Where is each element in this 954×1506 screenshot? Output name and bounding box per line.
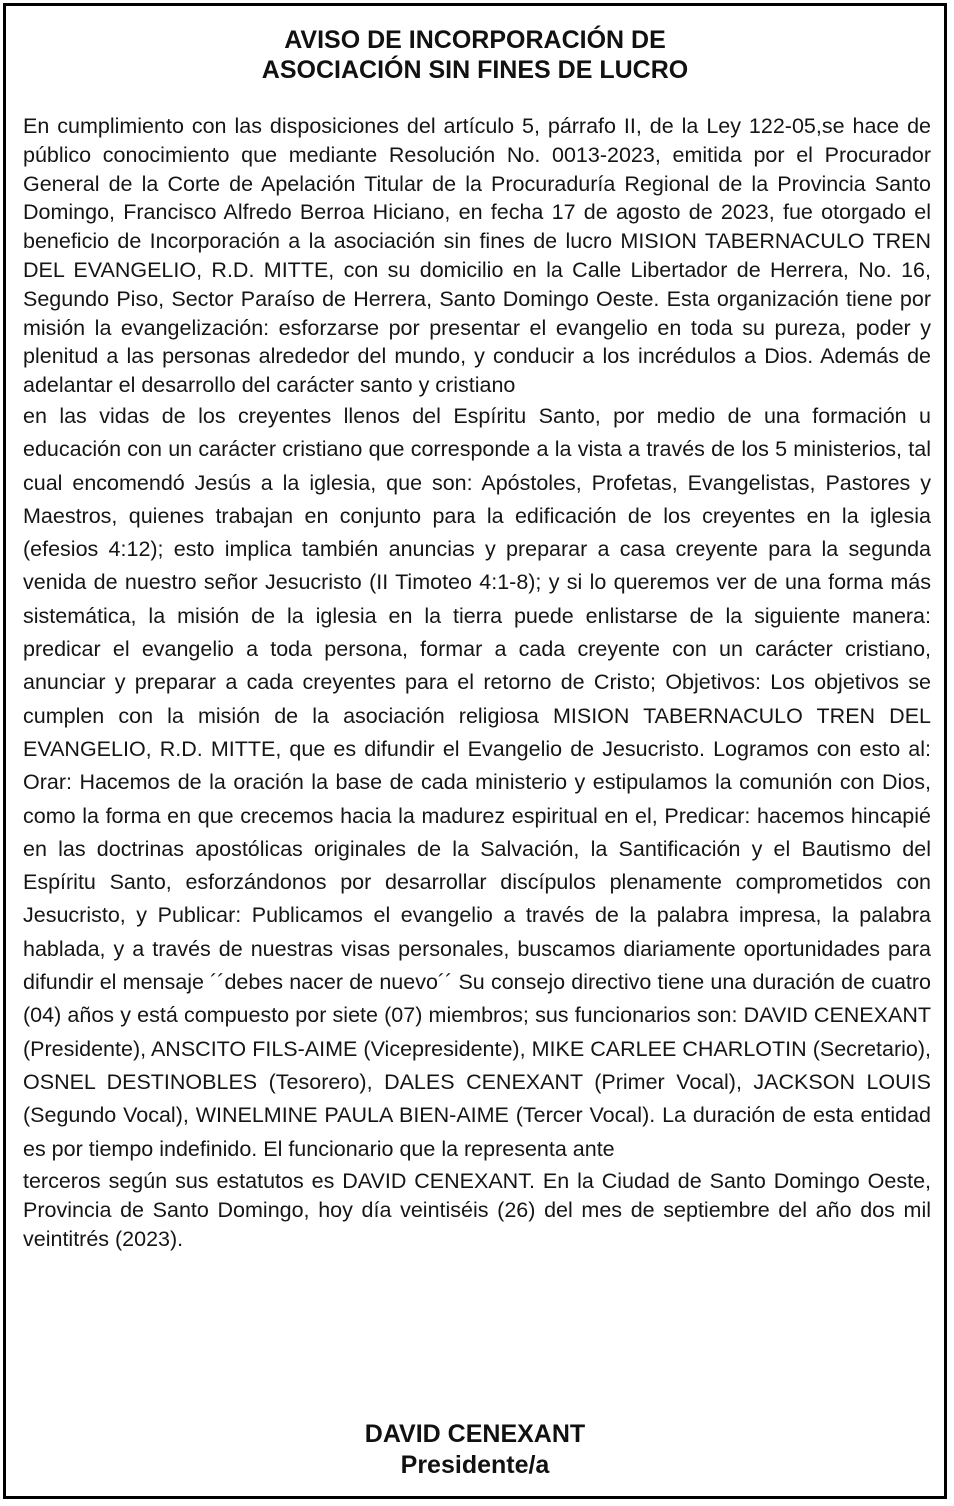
signer-name: DAVID CENEXANT (364, 1420, 586, 1448)
signature-block (6, 1419, 944, 1481)
notice-frame (3, 3, 947, 1499)
notice-body (23, 112, 931, 1255)
body-paragraph-3: terceros según sus estatutos es DAVID CENEXANT. En la Ciudad de Santo Domingo Oeste, Provincia de Santo Domingo, hoy día veintiséis (26) del mes de septiembre del año dos mil veintitrés (2023). (23, 1168, 931, 1252)
title-line-1: AVISO DE INCORPORACIÓN DE (284, 26, 666, 54)
notice-title (6, 25, 944, 85)
body-paragraph-2: en las vidas de los creyentes llenos del Espíritu Santo, por medio de una formación u educación con un carácter cristiano que corresponde a la vista a través de los 5 ministerios, tal cual encomendó Jesús a la iglesia, que son: Apóstoles, Profetas, Evangelistas, Pastores y Maestros, quienes trabajan en conjunto para la edificación de los creyentes en la iglesia (efesios 4:12); esto implica también anuncias y preparar a casa creyente para la segunda venida de nuestro señor Jesucristo (II Timoteo 4:1-8); y si lo queremos ver de una forma más sistemática, la misión de la iglesia en la tierra puede enlistarse de la siguiente manera: predicar el evangelio a toda persona, formar a cada creyente con un carácter cristiano, anunciar y preparar a cada creyentes para el retorno de Cristo; Objetivos: Los objetivos se cumplen con la misión de la asociación religiosa MISION TABERNACULO TREN DEL EVANGELIO, R.D. MITTE, que es difundir el Evangelio de Jesucristo. Logramos con esto al: Orar: Hacemos de la oración la base de cada ministerio y estipulamos la comunión con Dios, como la forma en que crecemos hacia la madurez espiritual en el, Predicar: hacemos hincapié en las doctrinas apostólicas originales de la Salvación, la Santificación y el Bautismo del Espíritu Santo, esforzándonos por desarrollar discípulos plenamente comprometidos con Jesucristo, y Publicar: Publicamos el evangelio a través de la palabra impresa, la palabra hablada, y a través de nuestras visas personales, buscamos diariamente oportunidades para difundir el mensaje ´´debes nacer de nuevo´´ Su consejo directivo tiene una duración de cuatro (04) años y está compuesto por siete (07) miembros; sus funcionarios son: DAVID CENEXANT (Presidente), ANSCITO FILS-AIME (Vicepresidente), MIKE CARLEE CHARLOTIN (Secretario), OSNEL DESTINOBLES (Tesorero), DALES CENEXANT (Primer Vocal), JACKSON LOUIS (Segundo Vocal), WINELMINE PAULA BIEN-AIME (Tercer Vocal). La duración de esta entidad es por tiempo indefinido. El funcionario que la representa ante (23, 403, 931, 1161)
body-paragraph-1: En cumplimiento con las disposiciones del artículo 5, párrafo II, de la Ley 122-05,se hace de público conocimiento que mediante Resolución No. 0013-2023, emitida por el Procurador General de la Corte de Apelación Titular de la Procuraduría Regional de la Provincia Santo Domingo, Francisco Alfredo Berroa Hiciano, en fecha 17 de agosto de 2023, fue otorgado el beneficio de Incorporación a la asociación sin fines de lucro MISION TABERNACULO TREN DEL EVANGELIO, R.D. MITTE, con su domicilio en la Calle Libertador de Herrera, No. 16, Segundo Piso, Sector Paraíso de Herrera, Santo Domingo Oeste. Esta organización tiene por misión la evangelización: esforzarse por presentar el evangelio en toda su pureza, poder y plenitud a las personas alrededor del mundo, y conducir a los incrédulos a Dios. Además de adelantar el desarrollo del carácter santo y cristiano (23, 114, 931, 398)
signer-role: Presidente/a (400, 1451, 550, 1479)
title-line-2: ASOCIACIÓN SIN FINES DE LUCRO (261, 56, 689, 84)
